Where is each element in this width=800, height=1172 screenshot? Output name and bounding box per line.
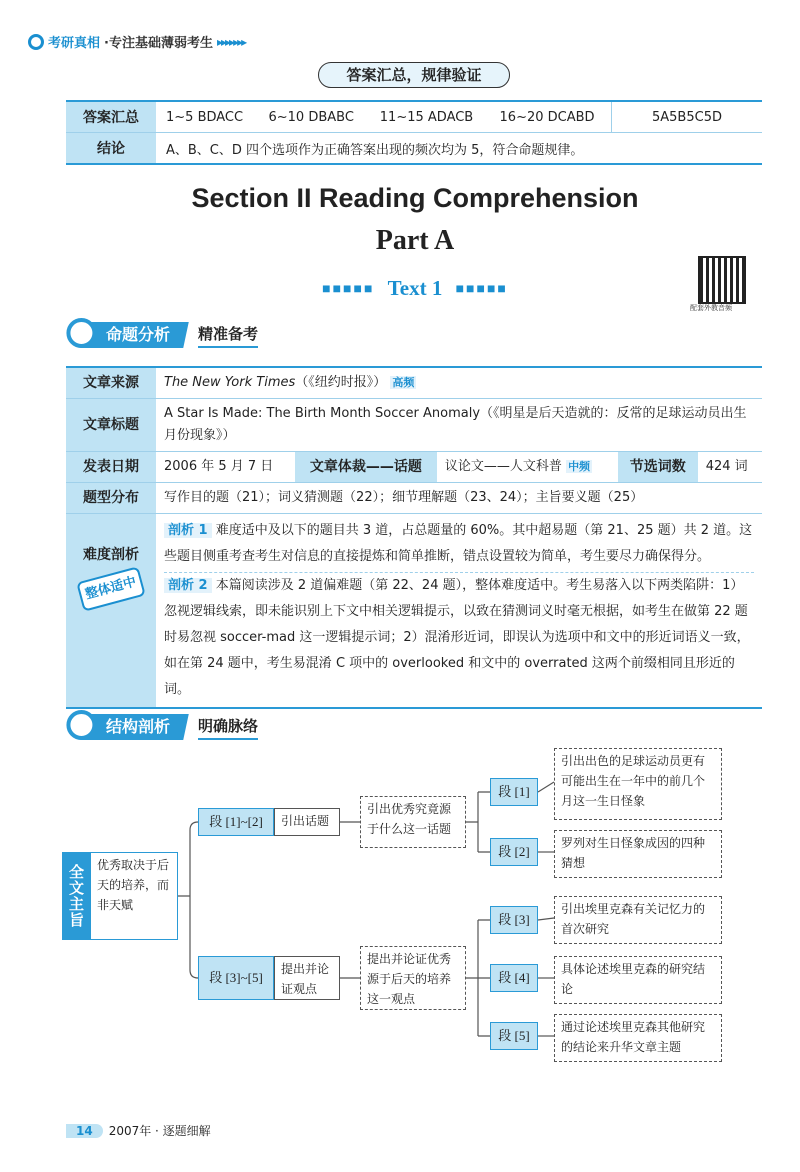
leaf-segment: 段 [4] xyxy=(490,964,538,992)
leaf-description: 通过论述埃里克森其他研究的结论来升华文章主题 xyxy=(554,1014,722,1062)
root-description: 优秀取决于后天的培养，而非天赋 xyxy=(90,852,178,940)
leaf-description: 引出埃里克森有关记忆力的首次研究 xyxy=(554,896,722,944)
date-label: 发表日期 xyxy=(66,452,156,483)
frequency-tag: 高频 xyxy=(392,376,415,389)
slogan: ·专注基础薄弱考生 xyxy=(104,36,213,51)
brand: 考研真相 xyxy=(48,36,101,51)
article-title: A Star Is Made: The Birth Month Soccer Anomaly（《明星是后天造就的：反常的足球运动员出生月份现象》） xyxy=(156,399,762,452)
leaf-segment: 段 [5] xyxy=(490,1022,538,1050)
distribution-value: 写作目的题（21）；词义猜测题（22）；细节理解题（23、24）；主旨要义题（25） xyxy=(156,483,762,514)
summary-title: 答案汇总，规律验证 xyxy=(318,62,510,88)
leaf-segment: 段 [1] xyxy=(490,778,538,806)
answer-group: 1~5 BDACC xyxy=(156,101,258,133)
mindmap-root: 全文主旨 xyxy=(62,852,90,940)
book-title: 2007年 · 逐题细解 xyxy=(108,1124,211,1138)
difficulty-stamp: 整体适中 xyxy=(76,566,146,612)
root-connector xyxy=(178,822,198,978)
title-label: 文章标题 xyxy=(66,399,156,452)
analysis-badge: 命题分析 xyxy=(69,322,189,348)
footer xyxy=(66,1122,211,1139)
analysis-2-text: 本篇阅读涉及 2 道偏难题（第 22、24 题），整体难度适中。考生易落入以下两类陷阱：1）忽视逻辑线索，即未能识别上下文中相关逻辑提示，以致在猜测词义时毫无根据，如考生在做第 22 题时易忽视 soccer-mad 这一逻辑提示词；2）混淆形近词，即误认为选项中和文中的形近词语义一致，如在第 24 题中，考生易混淆 C 项中的 overlooked 和文中的 overrated 这两个前缀相同且形近的词。 xyxy=(164,578,750,697)
structure-subtitle: 明确脉络 xyxy=(198,715,258,740)
leaf-segment: 段 [2] xyxy=(490,838,538,866)
genre-label: 文章体裁——话题 xyxy=(295,452,437,483)
answer-group: 16~20 DCABD xyxy=(490,101,612,133)
conclusion-label: 结论 xyxy=(66,133,156,165)
structure-badge: 结构剖析 xyxy=(69,714,189,740)
answer-count: 5A5B5C5D xyxy=(612,101,763,133)
answer-group: 11~15 ADACB xyxy=(370,101,490,133)
analysis-1-tag: 剖析 1 xyxy=(164,523,212,538)
branch2-segment: 段 [3]~[5] xyxy=(198,956,274,1000)
words-label: 节选词数 xyxy=(618,452,698,483)
text-title-label: Text 1 xyxy=(387,276,443,300)
analysis-subtitle: 精准备考 xyxy=(198,323,258,348)
leaf-description: 罗列对生日怪象成因的四种猜想 xyxy=(554,830,722,878)
branch2-label: 提出并论证观点 xyxy=(274,956,340,1000)
conclusion-text: A、B、C、D 四个选项作为正确答案出现的频次均为 5，符合命题规律。 xyxy=(156,133,762,165)
difficulty-label: 难度剖析 xyxy=(83,547,139,563)
analysis-1-text: 难度适中及以下的题目共 3 道，占总题量的 60%。其中超易题（第 21、25 题）共 2 道。这些题目侧重考查考生对信息的直接提炼和简单推断，错点设置较为简单，考生要尽力确保得分。 xyxy=(164,523,753,564)
leaf-description: 具体论述埃里克森的研究结论 xyxy=(554,956,722,1004)
leaf-description: 引出出色的足球运动员更有可能出生在一年中的前几个月这一生日怪象 xyxy=(554,748,722,820)
answer-key-label: 答案汇总 xyxy=(66,101,156,133)
branch2-description: 提出并论证优秀源于后天的培养这一观点 xyxy=(360,946,466,1010)
frequency-tag: 中频 xyxy=(568,460,591,473)
page-number: 14 xyxy=(66,1124,103,1138)
distribution-label: 题型分布 xyxy=(66,483,156,514)
leaf-segment: 段 [3] xyxy=(490,906,538,934)
part-title: Part A xyxy=(375,225,455,256)
words-value: 424 词 xyxy=(698,452,762,483)
answer-group: 6~10 DBABC xyxy=(258,101,369,133)
b1-leaves-connector xyxy=(466,792,490,852)
leaf3-connector xyxy=(538,918,554,920)
b2-leaves-connector xyxy=(466,920,490,1036)
leaf1-connector xyxy=(538,782,554,792)
date-value: 2006 年 5 月 7 日 xyxy=(156,452,295,483)
branch1-label: 引出话题 xyxy=(274,808,340,836)
section-title: Section II Reading Comprehension xyxy=(191,183,639,213)
dots-decoration: ■■■■■ xyxy=(322,282,375,298)
branch1-segment: 段 [1]~[2] xyxy=(198,808,274,836)
qr-caption: 配套外教音频 xyxy=(690,304,732,312)
source-name: The New York Times xyxy=(164,375,296,390)
dots-decoration: ■■■■■ xyxy=(455,282,508,298)
genre-value: 议论文——人文科普 xyxy=(444,459,562,474)
analysis-2-tag: 剖析 2 xyxy=(164,578,212,593)
arrows-decoration: ▸▸▸▸▸▸▸ xyxy=(216,34,246,49)
branch1-description: 引出优秀究竟源于什么这一话题 xyxy=(360,796,466,848)
source-cn: （《纽约时报》） xyxy=(295,375,387,390)
source-label: 文章来源 xyxy=(66,367,156,399)
